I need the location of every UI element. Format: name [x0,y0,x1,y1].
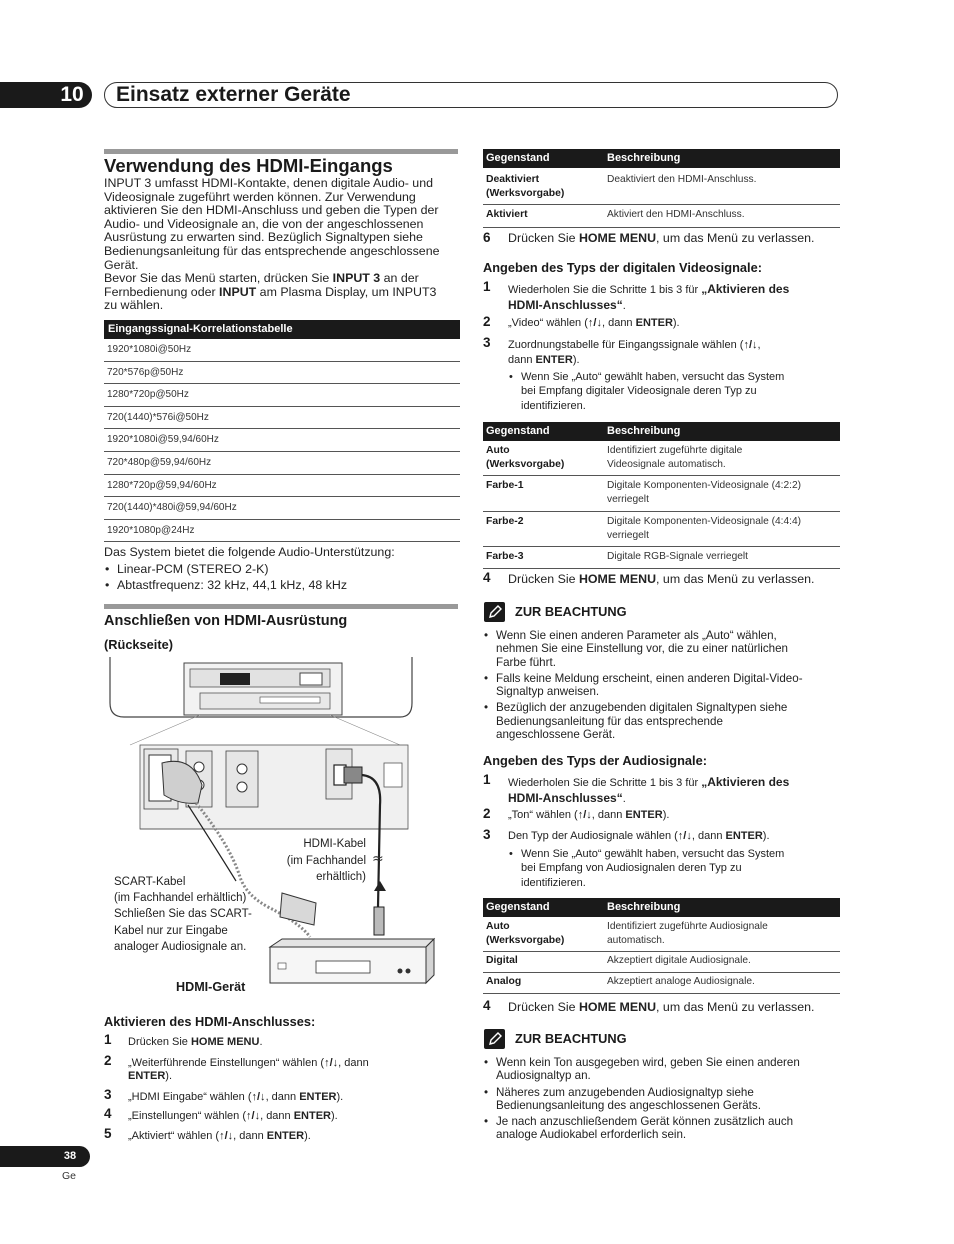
chapter-title: Einsatz externer Geräte [116,83,351,106]
input-key: INPUT [219,284,257,299]
table-row: Deaktiviert (Werksvorgabe) Deaktiviert den HDMI-Anschluss. [483,168,840,205]
audio-signal-table [483,898,840,994]
hdmi-activate-table [483,149,840,228]
correlation-table [104,320,460,542]
list-item: • Abtastfrequenz: 32 kHz, 44,1 kHz, 48 kHz [104,579,460,593]
list-item: • Linear-PCM (STEREO 2-K) [104,563,460,577]
video-signal-table [483,422,840,569]
table-header: Gegenstand Beschreibung [483,149,840,168]
list-item: • Näheres zum anzugebenden Audiosignaltyp siehe Bedienungsanleitung des angeschlossenen Geräts. [483,1086,840,1113]
step-text: „Aktiviert“ wählen (↑/↓, dann ENTER). [128,1130,311,1142]
step-text: „Ton“ wählen (↑/↓, dann ENTER). [508,809,670,821]
language-code: Ge [62,1170,77,1182]
chapter-number: 10 [60,83,84,106]
step-number: 4 [483,998,491,1013]
step-text: Zuordnungstabelle für Eingangssignale wählen (↑/↓, dann ENTER). [508,339,761,366]
correlation-table-header: Eingangssignal-Korrelationstabelle [104,320,460,339]
step-number: 2 [104,1053,112,1068]
table-row: 720*576p@50Hz [104,362,460,385]
table-row: Auto (Werksvorgabe) Identifiziert zugeführte digitale Videosignale automatisch. [483,441,840,476]
note-pencil-icon [484,1029,505,1049]
table-row: Farbe-2 Digitale Komponenten-Videosignale (4:4:4) verriegelt [483,512,840,547]
intro-line: Gerät. [104,257,139,272]
audio-heading: Angeben des Typs der Audiosignale: [483,753,707,768]
intro-paragraph [104,177,460,272]
step-text: „Weiterführende Einstellungen“ wählen (↑/↓, dann ENTER). [128,1057,369,1083]
rear-label: (Rückseite) [104,637,173,652]
note-pencil-icon [484,602,505,622]
step-number: 1 [104,1032,112,1047]
note-list [483,629,840,741]
arrow-keys-icon: ↑/↓ [251,1091,266,1103]
input3-key: INPUT 3 [332,271,381,285]
audio-support: Das System bietet die folgende Audio-Unterstützung: • Linear-PCM (STEREO 2-K) • Abtastfrequenz: 32 kHz, 44,1 kHz, 48 kHz [104,546,460,593]
note-list [483,1056,840,1142]
table-row: 1920*1080i@50Hz [104,339,460,362]
table-header: Gegenstand Beschreibung [483,422,840,441]
step-number: 1 [483,279,491,294]
list-item: • Falls keine Meldung erscheint, einen anderen Digital-Video- Signaltyp anweisen. [483,672,840,699]
list-item: • Wenn Sie einen anderen Parameter als „Auto“ wählen, nehmen Sie eine Einstellung vor, die zu einer natürlichen Farbe führt. [483,629,840,669]
table-row: 1920*1080p@24Hz [104,520,460,543]
step-number: 6 [483,230,491,245]
table-row: 720(1440)*576i@50Hz [104,407,460,430]
step-number: 2 [483,314,491,329]
step-number: 1 [483,772,491,787]
arrow-keys-icon: ↑/↓ [246,1110,261,1122]
step-number: 3 [483,335,491,350]
table-row: 1920*1080i@59,94/60Hz [104,429,460,452]
table-row: Digital Akzeptiert digitale Audiosignale. [483,952,840,973]
arrow-keys-icon: ↑/↓ [677,830,692,842]
table-row: Auto (Werksvorgabe) Identifiziert zugeführte Audiosignale automatisch. [483,917,840,952]
section-divider [104,604,458,609]
section-divider [104,149,458,154]
step-text: Den Typ der Audiosignale wählen (↑/↓, dann ENTER). [508,830,770,842]
audio-bullet: • Wenn Sie „Auto“ gewählt haben, versucht das System bei Empfang von Audiosignalen deren Typ zu identifizieren. [508,847,784,890]
step-text: Drücken Sie HOME MENU. [128,1036,263,1048]
step-text: „HDMI Eingabe“ wählen (↑/↓, dann ENTER). [128,1091,344,1103]
arrow-keys-icon: ↑/↓ [577,809,592,821]
intro-line: Videosignale zugeführt werden können. Zur Verwendung [104,189,416,204]
step-text: „Einstellungen“ wählen (↑/↓, dann ENTER). [128,1110,338,1122]
table-row: 720*480p@59,94/60Hz [104,452,460,475]
intro-line: Ausrüstung zu erwarten sind. Bezüglich Signaltypen siehe [104,230,423,245]
svg-text:≈: ≈ [372,851,384,867]
arrow-keys-icon: ↑/↓ [587,317,602,329]
video-heading: Angeben des Typs der digitalen Videosignale: [483,260,762,275]
video-bullet: • Wenn Sie „Auto“ gewählt haben, versucht das System bei Empfang digitaler Videosignale deren Typ zu identifizieren. [508,370,784,413]
activate-heading: Aktivieren des HDMI-Anschlusses: [104,1014,316,1029]
connect-heading: Anschließen von HDMI-Ausrüstung [104,613,348,629]
list-item: • Je nach anzuschließendem Gerät können zusätzlich auch analoge Audiokabel erforderlich sein. [483,1115,840,1142]
intro-line: INPUT 3 umfasst HDMI-Kontakte, denen digitale Audio- und [104,176,433,190]
table-row: Aktiviert Aktiviert den HDMI-Anschluss. [483,205,840,228]
intro-line: aktivieren Sie den HDMI-Anschluss und geben die Typen der [104,203,439,218]
step-text: „Video“ wählen (↑/↓, dann ENTER). [508,317,680,329]
step-text: Drücken Sie HOME MENU, um das Menü zu verlassen. [508,572,815,586]
table-header: Gegenstand Beschreibung [483,898,840,917]
step-number: 4 [104,1106,112,1121]
hdmi-device-label: HDMI-Gerät [176,980,246,994]
step-text: Drücken Sie HOME MENU, um das Menü zu verlassen. [508,1000,815,1014]
section-heading: Verwendung des HDMI-Eingangs [104,155,393,176]
list-item: • Wenn kein Ton ausgegeben wird, geben Sie einen anderen Audiosignaltyp an. [483,1056,840,1083]
step-text: Wiederholen Sie die Schritte 1 bis 3 für „Aktivieren des HDMI-Anschlusses“. [508,282,790,312]
step-text: Wiederholen Sie die Schritte 1 bis 3 für „Aktivieren des HDMI-Anschlusses“. [508,775,790,805]
table-row: Farbe-1 Digitale Komponenten-Videosignale (4:2:2) verriegelt [483,476,840,512]
scart-cable-label: SCART-Kabel (im Fachhandel erhältlich) Schließen Sie das SCART- Kabel nur zur Eingabe analoger Audiosignale an. [114,876,252,953]
table-row: 1280*720p@50Hz [104,384,460,407]
step-number: 3 [104,1087,112,1102]
table-row: 1280*720p@59,94/60Hz [104,475,460,498]
note-title: ZUR BEACHTUNG [515,1031,627,1046]
step-number: 4 [483,570,491,585]
hdmi-cable-label: HDMI-Kabel (im Fachhandel erhältlich) [286,838,366,883]
note-title: ZUR BEACHTUNG [515,604,627,619]
step-number: 3 [483,827,491,842]
table-row: Farbe-3 Digitale RGB-Signale verriegelt [483,547,840,569]
step-text: Drücken Sie HOME MENU, um das Menü zu verlassen. [508,231,815,245]
arrow-keys-icon: ↑/↓ [743,339,758,351]
table-row: Analog Akzeptiert analoge Audiosignale. [483,973,840,994]
list-item: • Bezüglich der anzugebenden digitalen Signaltypen siehe Bedienungsanleitung für das entsprechende angeschlossene Gerät. [483,701,840,741]
arrow-keys-icon: ↑/↓ [324,1057,339,1069]
step-number: 5 [104,1126,112,1141]
table-row: 720(1440)*480i@59,94/60Hz [104,497,460,520]
input-paragraph: Bevor Sie das Menü starten, drücken Sie INPUT 3 an der Fernbedienung oder INPUT am Plasma Display, um INPUT3 zu wählen. [104,271,437,313]
intro-line: Audio- und Videosignale an, die von der angeschlossenen [104,216,424,231]
intro-line: Bedienungsanleitung für das entsprechende angeschlossene [104,243,440,258]
arrow-keys-icon: ↑/↓ [219,1130,234,1142]
page-number: 38 [63,1150,77,1162]
step-number: 2 [483,806,491,821]
